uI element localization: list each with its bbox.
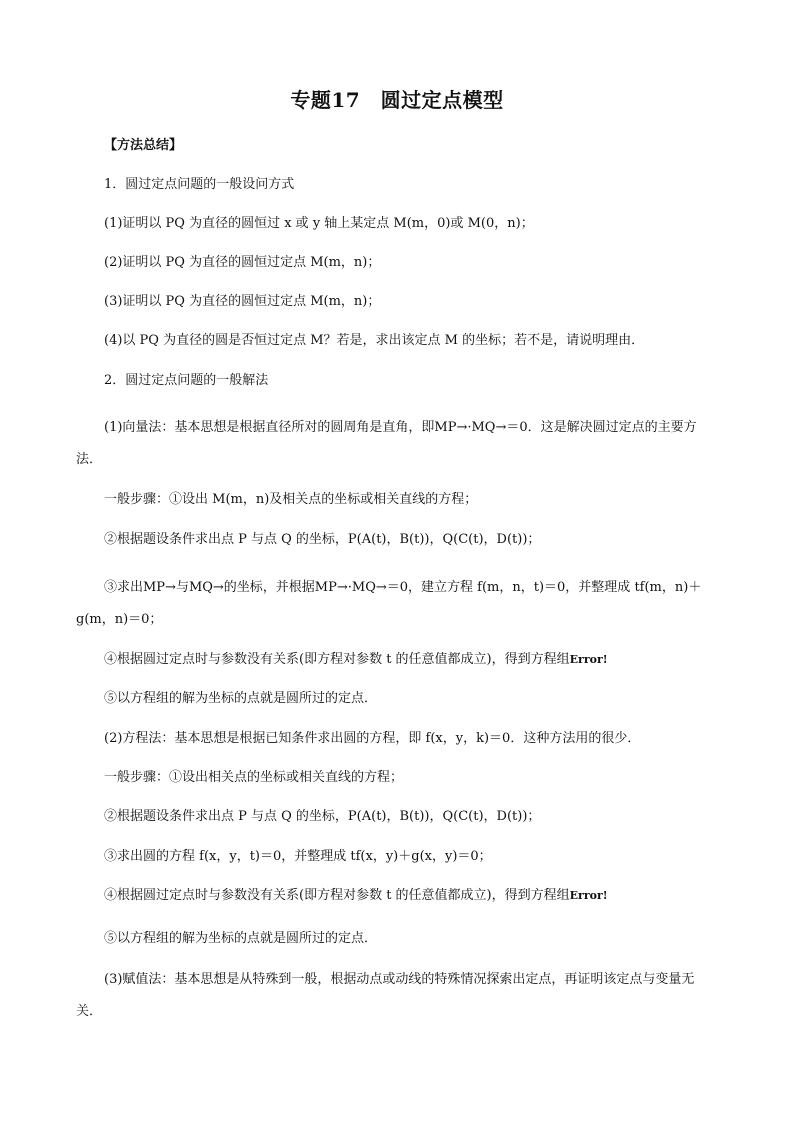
vector-step-3: ③求出MP→与MQ→的坐标，并根据MP→·MQ→＝0，建立方程 f(m，n，t)＝0，并整理成 tf(m，n)＋g(m，n)＝0；: [76, 580, 702, 627]
equation-step-2: ②根据题设条件求出点 P 与点 Q 的坐标，P(A(t)，B(t))，Q(C(t)，D(t))；: [104, 809, 541, 824]
section1-item-1: (1)证明以 PQ 为直径的圆恒过 x 或 y 轴上某定点 M(m，0)或 M(0，n)；: [104, 216, 534, 231]
vector-step-2: ②根据题设条件求出点 P 与点 Q 的坐标，P(A(t)，B(t))，Q(C(t)，D(t))；: [104, 532, 541, 547]
vector-step-4-text: ④根据圆过定点时与参数没有关系(即方程对参数 t 的任意值都成立)，得到方程组: [104, 652, 570, 667]
vector-step-4-error: Error!: [569, 653, 608, 666]
equation-step-1: 一般步骤：①设出相关点的坐标或相关直线的方程；: [104, 770, 404, 785]
page-title: 专题17 圆过定点模型: [290, 88, 504, 112]
section2-heading: 2．圆过定点问题的一般解法: [104, 373, 269, 388]
vector-step-4: [104, 651, 608, 669]
equation-step-5: ⑤以方程组的解为坐标的点就是圆所过的定点．: [104, 931, 378, 946]
vector-step-1: 一般步骤：①设出 M(m，n)及相关点的坐标或相关直线的方程；: [104, 492, 478, 507]
vector-step-5: ⑤以方程组的解为坐标的点就是圆所过的定点．: [104, 691, 378, 706]
equation-step-4-text: ④根据圆过定点时与参数没有关系(即方程对参数 t 的任意值都成立)，得到方程组: [104, 888, 570, 903]
vector-method-paragraph: (1)向量法：基本思想是根据直径所对的圆周角是直角，即MP→·MQ→＝0．这是解决圆过定点的主要方法．: [76, 420, 697, 467]
section1-item-3: (3)证明以 PQ 为直径的圆恒过定点 M(m，n)；: [104, 294, 381, 309]
equation-step-4-error: Error!: [569, 889, 608, 902]
equation-step-3: ③求出圆的方程 f(x，y，t)＝0，并整理成 tf(x，y)＋g(x，y)＝0；: [104, 849, 492, 864]
section1-heading: 1．圆过定点问题的一般设问方式: [104, 177, 295, 192]
assign-method-paragraph: (3)赋值法：基本思想是从特殊到一般，根据动点或动线的特殊情况探索出定点，再证明该定点与变量无关．: [76, 972, 695, 1019]
equation-step-4: [104, 887, 608, 905]
section1-item-2: (2)证明以 PQ 为直径的圆恒过定点 M(m，n)；: [104, 255, 381, 270]
section1-item-4: (4)以 PQ 为直径的圆是否恒过定点 M？若是，求出该定点 M 的坐标；若不是，请说明理由．: [104, 333, 645, 348]
method-summary-heading: 【方法总结】: [104, 138, 183, 153]
equation-method-paragraph: (2)方程法：基本思想是根据已知条件求出圆的方程，即 f(x，y，k)＝0．这种方法用的很少．: [104, 731, 641, 746]
